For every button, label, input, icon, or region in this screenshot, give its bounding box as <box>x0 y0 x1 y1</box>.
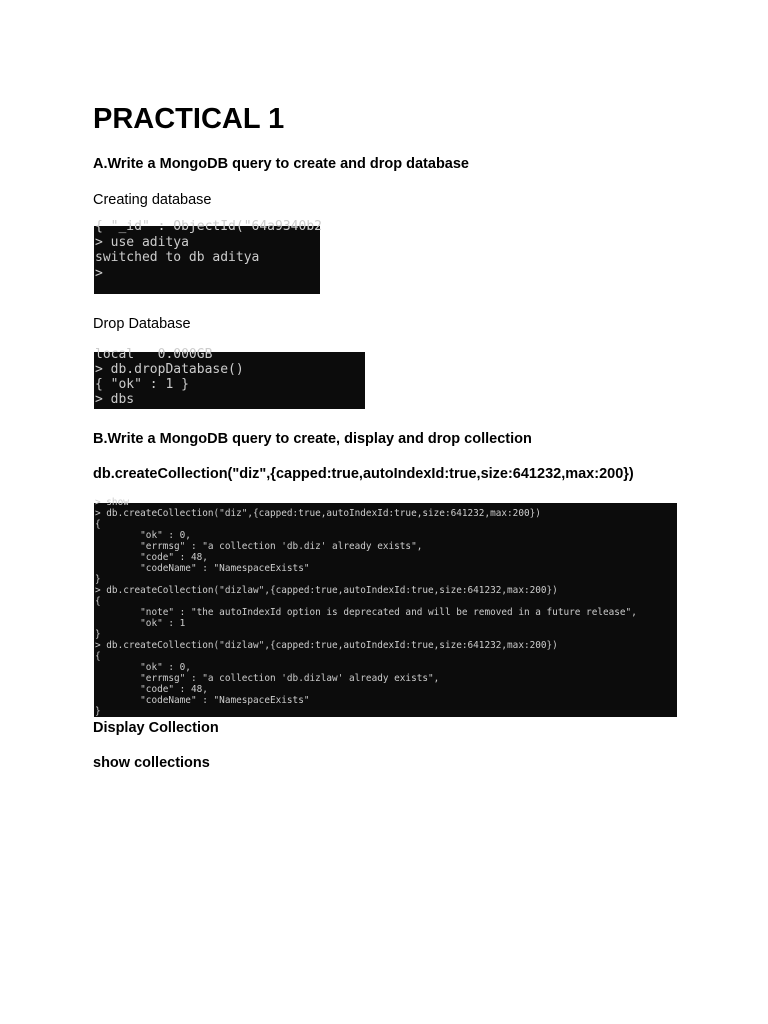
terminal-line: { "ok" : 1 } <box>95 377 189 392</box>
terminal-line: { "_id" : ObjectId("64a9340b2 <box>95 219 322 234</box>
page-title: PRACTICAL 1 <box>93 103 285 135</box>
drop-database-label: Drop Database <box>93 316 191 332</box>
terminal-line: "ok" : 1 <box>95 618 186 629</box>
terminal-line: > db.dropDatabase() <box>95 362 244 377</box>
terminal-line: "codeName" : "NamespaceExists" <box>95 563 310 574</box>
terminal-line: "errmsg" : "a collection 'db.diz' already exists", <box>95 541 423 552</box>
section-a-heading: A.Write a MongoDB query to create and drop database <box>93 156 469 172</box>
terminal-line: "ok" : 0, <box>95 530 191 541</box>
terminal-line: "codeName" : "NamespaceExists" <box>95 695 310 706</box>
terminal-line: } <box>95 574 101 585</box>
terminal-line: "errmsg" : "a collection 'db.dizlaw' already exists", <box>95 673 440 684</box>
creating-database-label: Creating database <box>93 192 212 208</box>
terminal-line: > db.createCollection("dizlaw",{capped:true,autoIndexId:true,size:641232,max:200}) <box>95 585 558 596</box>
terminal-line: { <box>95 596 101 607</box>
display-collection-heading: Display Collection <box>93 720 219 736</box>
terminal-line: } <box>95 706 101 717</box>
terminal-line: "note" : "the autoIndexId option is deprecated and will be removed in a future release", <box>95 607 637 618</box>
terminal-line: > use aditya <box>95 234 189 250</box>
terminal-line: "ok" : 0, <box>95 662 191 673</box>
terminal-line: > db.createCollection("diz",{capped:true,autoIndexId:true,size:641232,max:200}) <box>95 508 541 519</box>
terminal-line: "code" : 48, <box>95 684 208 695</box>
terminal-screenshot-create-db <box>94 219 322 294</box>
create-collection-command: db.createCollection("diz",{capped:true,autoIndexId:true,size:641232,max:200}) <box>93 466 634 482</box>
show-collections-command: show collections <box>93 755 210 771</box>
terminal-screenshot-create-collection <box>94 497 677 717</box>
terminal-line: { <box>95 651 101 662</box>
terminal-line: } <box>95 629 101 640</box>
terminal-line: > show <box>95 497 129 508</box>
terminal-line: local 0.000GB <box>95 347 213 362</box>
terminal-line: > dbs <box>95 392 135 407</box>
terminal-screenshot-drop-db <box>94 347 365 409</box>
section-b-heading: B.Write a MongoDB query to create, display and drop collection <box>93 431 532 447</box>
terminal-line: > db.createCollection("dizlaw",{capped:true,autoIndexId:true,size:641232,max:200}) <box>95 640 558 651</box>
terminal-line: > <box>95 265 103 281</box>
terminal-line: "code" : 48, <box>95 552 208 563</box>
terminal-line: { <box>95 519 101 530</box>
terminal-line: switched to db aditya <box>95 250 260 265</box>
